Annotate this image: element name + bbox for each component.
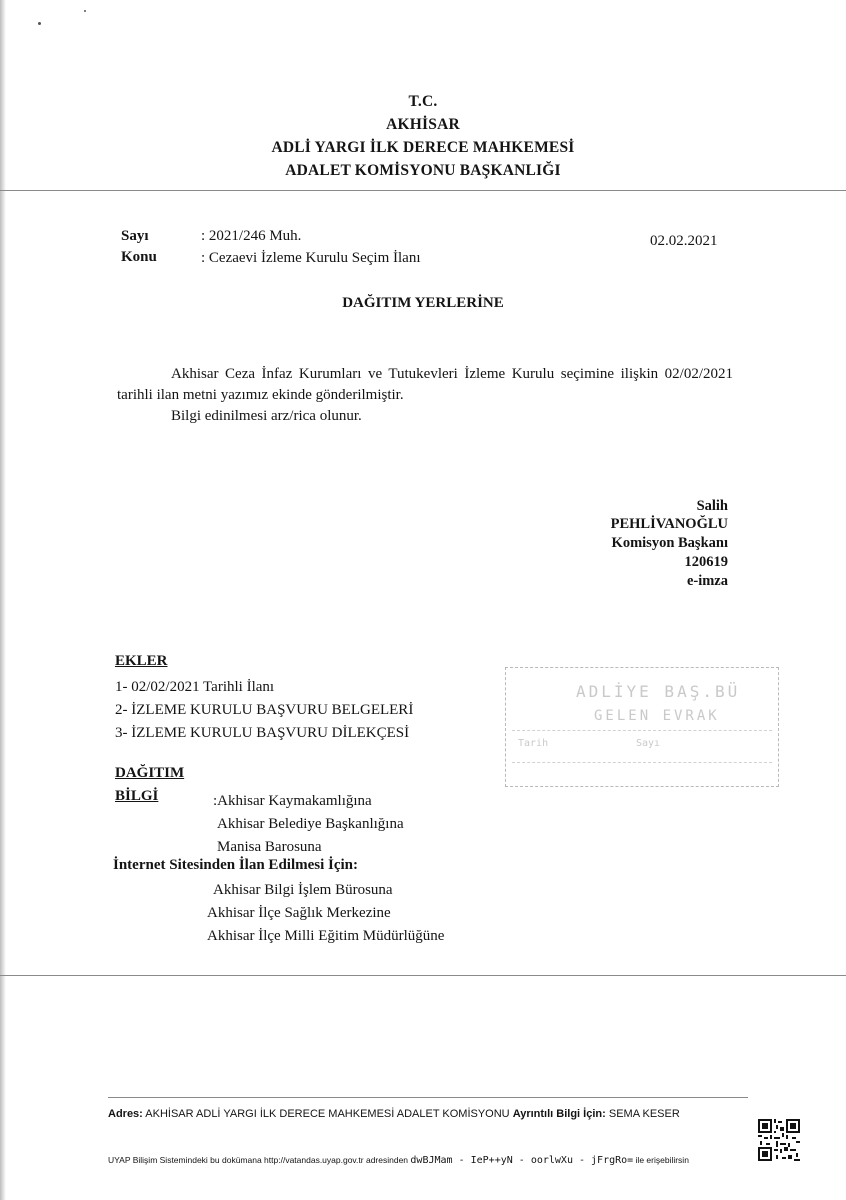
- scan-edge: [0, 0, 6, 1200]
- adres-label: Adres:: [108, 1108, 143, 1120]
- recipient-title: DAĞITIM YERLERİNE: [342, 295, 504, 311]
- content-rule: [0, 975, 846, 976]
- uyap-prefix: UYAP Bilişim Sistemindeki bu dokümana http://vatandas.uyap.gov.tr adresinden: [108, 1155, 409, 1165]
- scan-speck: [38, 22, 41, 25]
- stamp-line: Sayı: [636, 738, 661, 749]
- bilgi-icin-label: Ayrıntılı Bilgi İçin:: [512, 1108, 606, 1120]
- footer-rule: [108, 1097, 748, 1098]
- bilgi-list: [213, 790, 404, 859]
- signer-last-name: PEHLİVANOĞLU: [610, 516, 728, 532]
- scan-speck: [84, 10, 86, 12]
- signer-title: Komisyon Başkanı: [611, 535, 728, 551]
- internet-item: Akhisar İlçe Milli Eğitim Müdürlüğüne: [207, 928, 445, 944]
- internet-item: Akhisar Bilgi İşlem Bürosuna: [213, 882, 393, 898]
- signer-sicil: 120619: [684, 554, 728, 570]
- header-court: ADLİ YARGI İLK DERECE MAHKEMESİ: [271, 139, 575, 156]
- header-city: AKHİSAR: [386, 116, 460, 133]
- header-rule: [0, 190, 846, 191]
- stamp-line: ADLİYE BAŞ.BÜ: [576, 682, 741, 701]
- bilgi-item: Manisa Barosuna: [217, 839, 322, 855]
- ekler-heading: EKLER: [115, 653, 168, 669]
- body-closing: Bilgi edinilmesi arz/rica olunur.: [171, 408, 362, 424]
- bilgi-item: Akhisar Belediye Başkanlığına: [217, 816, 404, 832]
- ekler-item: 2- İZLEME KURULU BAŞVURU BELGELERİ: [115, 702, 414, 718]
- internet-list: [207, 879, 444, 948]
- bilgi-icin-value: SEMA KESER: [608, 1108, 680, 1120]
- stamp-line: GELEN EVRAK: [594, 708, 720, 724]
- sayi-label: Sayı: [121, 228, 149, 244]
- uyap-code: dwBJMam - IeP++yN - oorlwXu - jFrgRo=: [410, 1155, 634, 1166]
- ekler-item: 1- 02/02/2021 Tarihli İlanı: [115, 679, 275, 695]
- stamp-rule: [512, 730, 772, 731]
- ekler-item: 3- İZLEME KURULU BAŞVURU DİLEKÇESİ: [115, 725, 410, 741]
- konu-value: : Cezaevi İzleme Kurulu Seçim İlanı: [201, 250, 421, 266]
- document-date: 02.02.2021: [650, 233, 718, 249]
- ekler-list: [115, 676, 413, 745]
- uyap-suffix: ile erişebilirsin: [635, 1155, 689, 1165]
- body-paragraph: Akhisar Ceza İnfaz Kurumları ve Tutukevleri İzleme Kurulu seçimine ilişkin 02/02/2021 tarihli ilan metni yazımız ekinde gönderilmiştir.: [117, 366, 733, 403]
- footer-address: [108, 1106, 730, 1122]
- internet-label: İnternet Sitesinden İlan Edilmesi İçin:: [113, 857, 359, 873]
- signer-first-name: Salih: [696, 498, 728, 514]
- bilgi-label: BİLGİ: [115, 788, 159, 804]
- bilgi-item: :Akhisar Kaymakamlığına: [213, 793, 372, 809]
- internet-item: Akhisar İlçe Sağlık Merkezine: [207, 905, 391, 921]
- sayi-value: : 2021/246 Muh.: [201, 228, 302, 244]
- stamp-rule: [512, 762, 772, 763]
- adres-value: AKHİSAR ADLİ YARGI İLK DERECE MAHKEMESİ ADALET KOMİSYONU: [145, 1108, 510, 1120]
- header-tc: T.C.: [408, 93, 438, 110]
- header-commission: ADALET KOMİSYONU BAŞKANLIĞI: [285, 162, 561, 179]
- received-stamp: [505, 667, 779, 787]
- konu-label: Konu: [121, 249, 157, 265]
- qr-code-icon: [758, 1119, 800, 1161]
- signer-eimza: e-imza: [686, 573, 728, 589]
- stamp-line: Tarih: [518, 738, 549, 749]
- uyap-access-line: [108, 1155, 748, 1166]
- dagitim-heading: DAĞITIM: [115, 765, 185, 781]
